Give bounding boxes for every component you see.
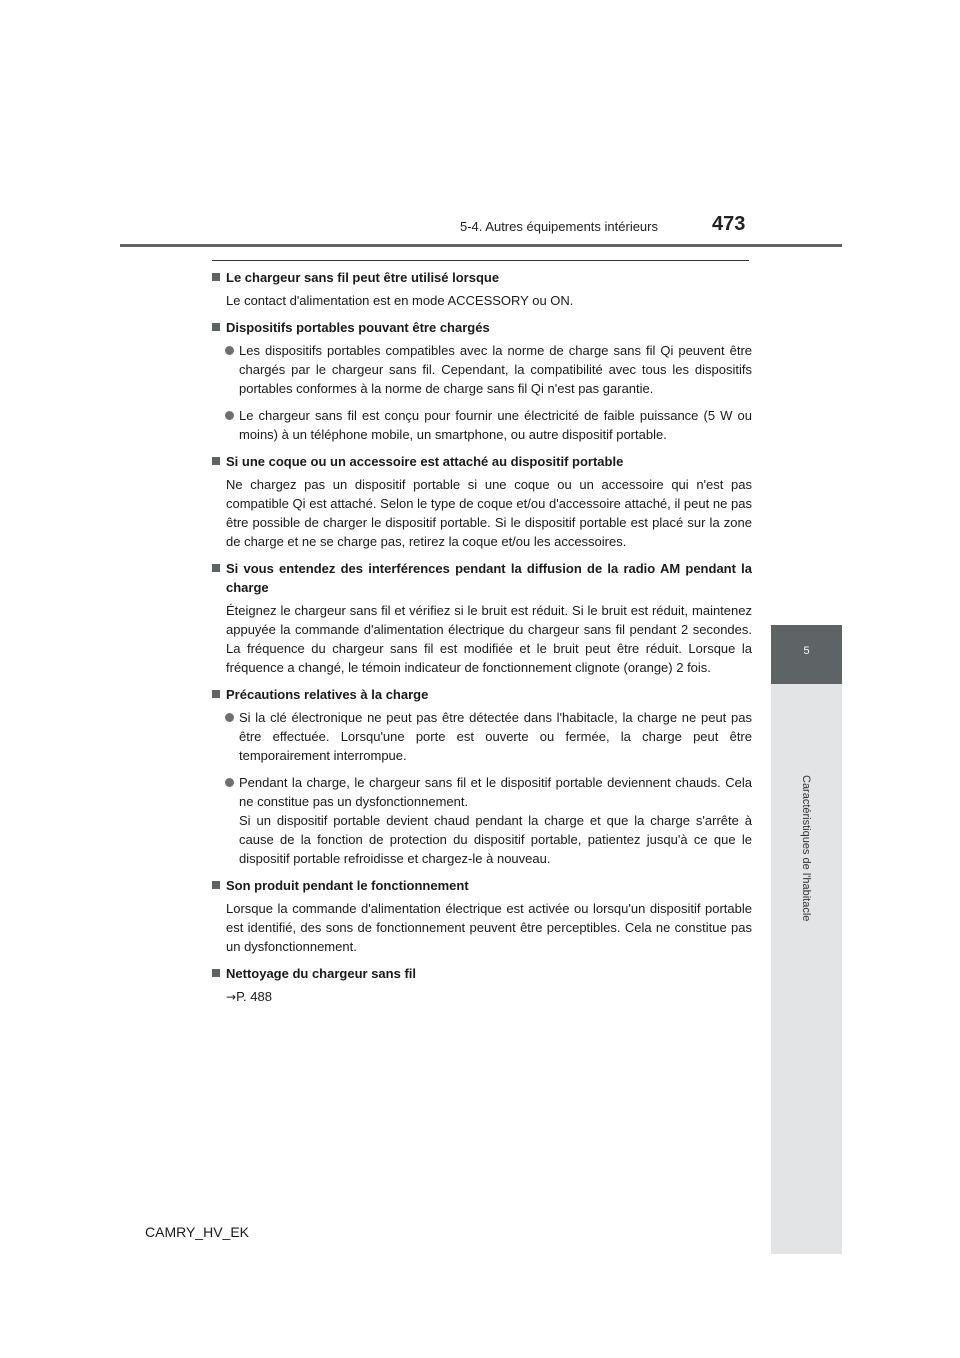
page-reference-link[interactable]: P. 488: [236, 989, 272, 1004]
section-charging-precautions: [212, 685, 752, 868]
square-bullet-icon: [212, 881, 220, 889]
page-reference: [212, 987, 752, 1007]
section-operation-sound: [212, 876, 752, 956]
circle-bullet-icon: [225, 346, 234, 355]
arrow-right-icon: →: [226, 990, 237, 1004]
list-item-text: Pendant la charge, le chargeur sans fil et le dispositif portable deviennent chauds. Cela ne constitue pas un dysfonctionnement.: [239, 775, 752, 809]
square-bullet-icon: [212, 457, 220, 465]
page-number: 473: [712, 213, 746, 235]
section-heading: Nettoyage du chargeur sans fil: [226, 966, 416, 981]
chapter-title-vertical: [760, 775, 853, 922]
footer-model-code: CAMRY_HV_EK: [145, 1224, 250, 1240]
page-content: [212, 268, 752, 1015]
section-body: Éteignez le chargeur sans fil et vérifiez si le bruit est réduit. Si le bruit est réduit, maintenez appuyée la commande d'alimentation électrique du chargeur sans fil pendant 2 secondes. La fréquence du chargeur sans fil est modifiée et le bruit peut être réduit. Lorsque la fréquence a changé, le témoin indicateur de fonctionnement clignote (orange) 2 fois.: [226, 603, 752, 675]
circle-bullet-icon: [225, 778, 234, 787]
square-bullet-icon: [212, 969, 220, 977]
list-item-text: Si la clé électronique ne peut pas être détectée dans l'habitacle, la charge ne peut pas être effectuée. Lorsqu'une porte est ouverte ou fermée, la charge peut être temporairement interrompue.: [239, 710, 752, 763]
square-bullet-icon: [212, 564, 220, 572]
square-bullet-icon: [212, 690, 220, 698]
circle-bullet-icon: [225, 713, 234, 722]
list-item-text: Le chargeur sans fil est conçu pour fournir une électricité de faible puissance (5 W ou moins) à un téléphone mobile, un smartphone, ou autre dispositif portable.: [239, 408, 752, 442]
header-section-title: 5-4. Autres équipements intérieurs: [460, 219, 658, 234]
section-wireless-charger-usage: [212, 268, 752, 310]
list-item: [212, 341, 752, 398]
section-cleaning: [212, 964, 752, 1007]
section-am-interference: [212, 559, 752, 677]
section-case-accessory: [212, 452, 752, 551]
list-item: [212, 773, 752, 868]
chapter-number: 5: [803, 645, 810, 657]
section-heading: Précautions relatives à la charge: [226, 687, 429, 702]
chapter-tab: [771, 625, 842, 684]
section-body: Lorsque la commande d'alimentation électrique est activée ou lorsqu'un dispositif portable est identifié, des sons de fonctionnement peuvent être perceptibles. Cela ne constitue pas un dysfonctionnement.: [226, 901, 752, 954]
list-item-text: Les dispositifs portables compatibles avec la norme de charge sans fil Qi peuvent être chargés par le chargeur sans fil. Cependant, la compatibilité avec tous les dispositifs portables conformes à la norme de charge sans fil Qi n'est pas garantie.: [239, 343, 752, 396]
section-heading: Son produit pendant le fonctionnement: [226, 878, 469, 893]
section-chargeable-devices: [212, 318, 752, 444]
header-rule: [120, 244, 842, 247]
list-item: [212, 406, 752, 444]
section-body: Le contact d'alimentation est en mode ACCESSORY ou ON.: [226, 293, 574, 308]
square-bullet-icon: [212, 273, 220, 281]
section-body: Ne chargez pas un dispositif portable si une coque ou un accessoire qui n'est pas compatible Qi est attaché. Selon le type de coque et/ou d'accessoire attaché, il peut ne pas être possible de charger le dispositif portable. Si le dispositif portable est placé sur la zone de charge et ne se charge pas, retirez la coque et/ou les accessoires.: [226, 477, 752, 549]
chapter-side-bar: [771, 684, 842, 1254]
chapter-title: Caractéristiques de l'habitacle: [800, 775, 812, 922]
section-heading: Dispositifs portables pouvant être chargés: [226, 320, 490, 335]
section-heading: Le chargeur sans fil peut être utilisé lorsque: [226, 270, 500, 285]
section-heading: Si une coque ou un accessoire est attaché au dispositif portable: [226, 454, 624, 469]
circle-bullet-icon: [225, 411, 234, 420]
list-item: [212, 708, 752, 765]
list-item-extra-text: Si un dispositif portable devient chaud pendant la charge et que la charge s'arrête à cause de la fonction de protection du dispositif portable, patientez jusqu'à ce que le dispositif portable refroidisse et chargez-le à nouveau.: [239, 813, 752, 866]
content-top-rule: [212, 260, 749, 261]
section-heading: Si vous entendez des interférences pendant la diffusion de la radio AM pendant la charge: [226, 561, 752, 595]
square-bullet-icon: [212, 323, 220, 331]
